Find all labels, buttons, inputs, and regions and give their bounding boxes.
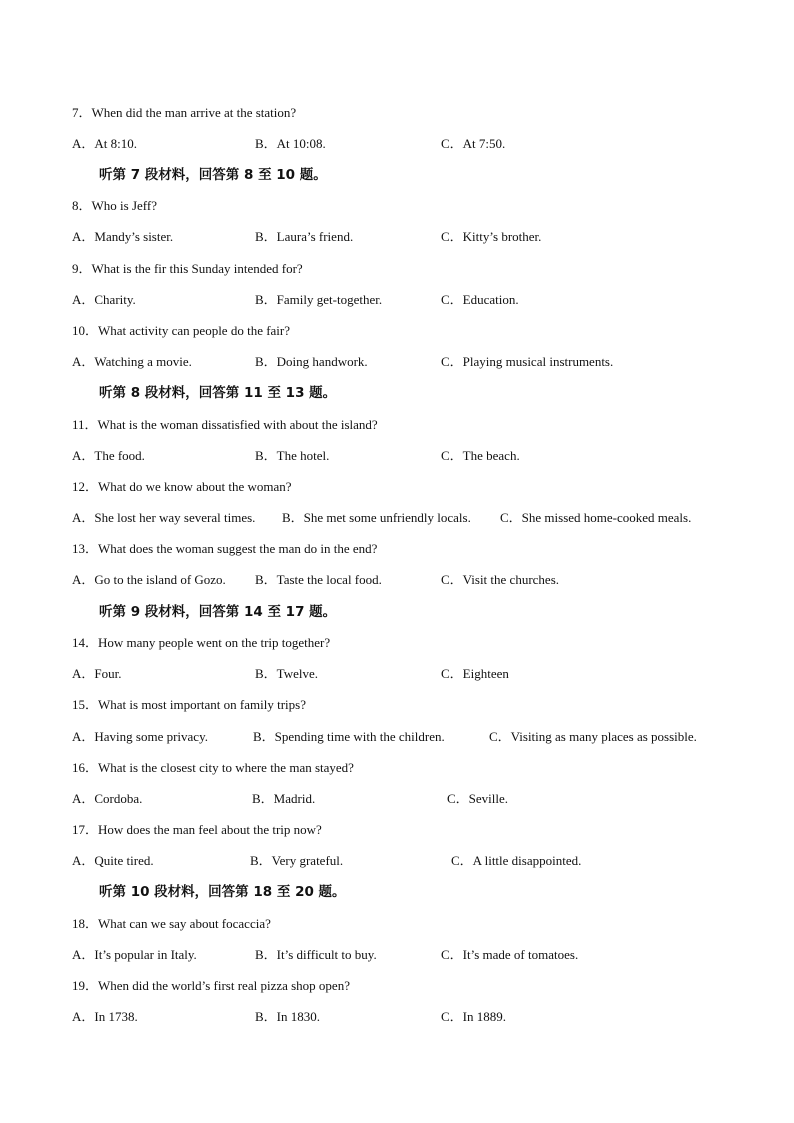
question-text: 7．When did the man arrive at the station?	[72, 105, 297, 120]
question-text: 11．What is the woman dissatisfied with about the island?	[72, 417, 378, 432]
question-text: 16．What is the closest city to where the man stayed?	[72, 760, 354, 775]
option-a: A．In 1738.	[72, 1009, 138, 1024]
option-b: B．Doing handwork.	[255, 354, 368, 369]
question-text: 18．What can we say about focaccia?	[72, 916, 271, 931]
section-heading: 听第 10 段材料，回答第 18 至 20 题。	[99, 884, 346, 900]
option-b: B．She met some unfriendly locals.	[282, 510, 471, 525]
question-text: 12．What do we know about the woman?	[72, 479, 292, 494]
option-c: C．Eighteen	[441, 666, 509, 681]
option-c: C．Playing musical instruments.	[441, 354, 614, 369]
option-c: C．A little disappointed.	[451, 853, 582, 868]
option-a: A．Mandy’s sister.	[72, 229, 174, 244]
option-c: C．Seville.	[447, 791, 509, 806]
option-c: C．At 7:50.	[441, 136, 506, 151]
option-a: A．Cordoba.	[72, 791, 143, 806]
section-heading: 听第 9 段材料，回答第 14 至 17 题。	[99, 604, 337, 620]
question-text: 10．What activity can people do the fair?	[72, 323, 291, 338]
option-a: A．Watching a movie.	[72, 354, 192, 369]
section-heading: 听第 8 段材料，回答第 11 至 13 题。	[99, 385, 337, 401]
option-c: C．Kitty’s brother.	[441, 229, 542, 244]
option-c: C．It’s made of tomatoes.	[441, 947, 579, 962]
option-b: B．In 1830.	[255, 1009, 321, 1024]
option-c: C．Visiting as many places as possible.	[489, 729, 697, 744]
question-text: 14．How many people went on the trip together?	[72, 635, 331, 650]
option-a: A．It’s popular in Italy.	[72, 947, 197, 962]
option-c: C．Visit the churches.	[441, 572, 560, 587]
option-a: A．Go to the island of Gozo.	[72, 572, 226, 587]
question-text: 8．Who is Jeff?	[72, 198, 157, 213]
option-a: A．At 8:10.	[72, 136, 138, 151]
option-a: A．Having some privacy.	[72, 729, 208, 744]
option-a: A．Four.	[72, 666, 122, 681]
section-heading: 听第 7 段材料，回答第 8 至 10 题。	[99, 167, 327, 183]
question-text: 17．How does the man feel about the trip now?	[72, 822, 322, 837]
option-a: A．The food.	[72, 448, 145, 463]
question-text: 13．What does the woman suggest the man do in the end?	[72, 541, 378, 556]
option-c: C．Education.	[441, 292, 519, 307]
option-b: B．Family get-together.	[255, 292, 383, 307]
option-b: B．Very grateful.	[250, 853, 344, 868]
option-a: A．She lost her way several times.	[72, 510, 256, 525]
option-b: B．Laura’s friend.	[255, 229, 354, 244]
option-b: B．Twelve.	[255, 666, 318, 681]
option-b: B．Taste the local food.	[255, 572, 382, 587]
option-a: A．Charity.	[72, 292, 136, 307]
option-c: C．In 1889.	[441, 1009, 507, 1024]
question-text: 9．What is the fir this Sunday intended for?	[72, 261, 303, 276]
option-b: B．Madrid.	[252, 791, 316, 806]
option-b: B．Spending time with the children.	[253, 729, 445, 744]
option-c: C．The beach.	[441, 448, 520, 463]
question-text: 19．When did the world’s first real pizza shop open?	[72, 978, 350, 993]
option-b: B．The hotel.	[255, 448, 330, 463]
option-a: A．Quite tired.	[72, 853, 154, 868]
question-text: 15．What is most important on family trips?	[72, 697, 306, 712]
option-b: B．It’s difficult to buy.	[255, 947, 377, 962]
option-b: B．At 10:08.	[255, 136, 326, 151]
option-c: C．She missed home-cooked meals.	[500, 510, 692, 525]
